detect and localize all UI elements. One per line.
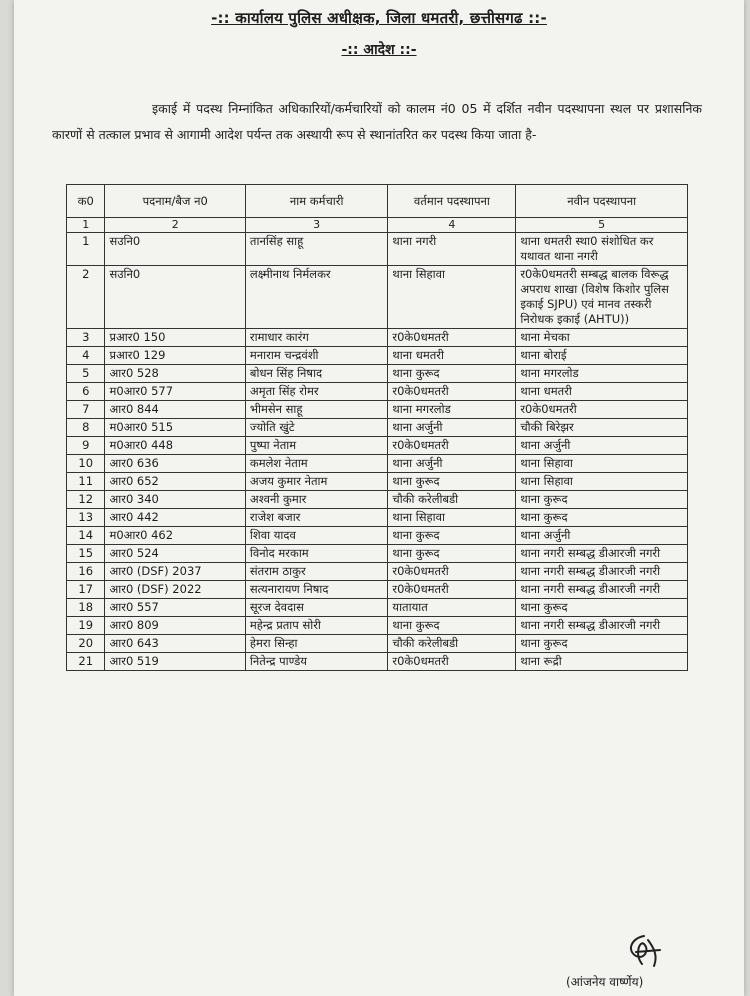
table-row [67, 329, 688, 347]
row-current-posting: यातायात [388, 599, 516, 617]
row-employee-name: तानसिंह साहू [245, 233, 388, 266]
row-new-posting: र0के0धमतरी [516, 401, 688, 419]
row-rank: प्रआर0 129 [105, 347, 245, 365]
row-rank: प्रआर0 150 [105, 329, 245, 347]
header-name: नाम कर्मचारी [245, 185, 388, 218]
row-employee-name: शिवा यादव [245, 527, 388, 545]
row-employee-name: सत्यनारायण निषाद [245, 581, 388, 599]
row-rank: आर0 528 [105, 365, 245, 383]
table-row [67, 509, 688, 527]
row-rank: आर0 652 [105, 473, 245, 491]
row-current-posting: थाना कुरूद [388, 365, 516, 383]
table-row [67, 617, 688, 635]
row-current-posting: थाना सिहावा [388, 266, 516, 329]
column-number: 1 [67, 218, 105, 233]
row-current-posting: र0के0धमतरी [388, 581, 516, 599]
row-employee-name: बोधन सिंह निषाद [245, 365, 388, 383]
signature-mark [614, 930, 674, 970]
row-rank: आर0 (DSF) 2037 [105, 563, 245, 581]
row-new-posting: थाना नगरी सम्बद्ध डीआरजी नगरी [516, 581, 688, 599]
row-employee-name: महेन्द्र प्रताप सोरी [245, 617, 388, 635]
column-number-row [67, 218, 688, 233]
row-new-posting: चौकी बिरेझर [516, 419, 688, 437]
order-document [14, 0, 744, 996]
row-current-posting: थाना अर्जुनी [388, 419, 516, 437]
intro-paragraph: इकाई में पदस्थ निम्नांकित अधिकारियों/कर्मचारियों को कालम नं0 05 में दर्शित नवीन पदस्थापना स्थल पर प्रशासनिक कारणों से तत्काल प्रभाव से आगामी आदेश पर्यन्त तक अस्थायी रूप से स्थानांतरित कर पदस्थ किया जाता है- [52, 101, 702, 142]
row-serial: 12 [67, 491, 105, 509]
table-row [67, 455, 688, 473]
column-number: 2 [105, 218, 245, 233]
row-new-posting: थाना नगरी सम्बद्ध डीआरजी नगरी [516, 563, 688, 581]
row-rank: सउनि0 [105, 266, 245, 329]
row-new-posting: थाना मेचका [516, 329, 688, 347]
header-serial: क0 [67, 185, 105, 218]
table-row [67, 233, 688, 266]
row-rank: आर0 557 [105, 599, 245, 617]
table-body [67, 233, 688, 671]
row-serial: 5 [67, 365, 105, 383]
header-new-posting: नवीन पदस्थापना [516, 185, 688, 218]
row-new-posting: थाना रूद्री [516, 653, 688, 671]
table-row [67, 581, 688, 599]
row-new-posting: थाना मगरलोड [516, 365, 688, 383]
row-new-posting: थाना कुरूद [516, 491, 688, 509]
row-current-posting: थाना मगरलोड [388, 401, 516, 419]
transfer-table [66, 184, 688, 671]
row-current-posting: चौकी करेलीबडी [388, 635, 516, 653]
row-employee-name: हेमरा सिन्हा [245, 635, 388, 653]
row-rank: आर0 809 [105, 617, 245, 635]
row-rank: आर0 340 [105, 491, 245, 509]
row-current-posting: र0के0धमतरी [388, 437, 516, 455]
row-current-posting: र0के0धमतरी [388, 383, 516, 401]
table-row [67, 365, 688, 383]
row-serial: 13 [67, 509, 105, 527]
table-row [67, 473, 688, 491]
row-employee-name: भीमसेन साहू [245, 401, 388, 419]
row-current-posting: थाना नगरी [388, 233, 516, 266]
table-header-row [67, 185, 688, 218]
row-serial: 21 [67, 653, 105, 671]
row-new-posting: थाना नगरी सम्बद्ध डीआरजी नगरी [516, 545, 688, 563]
row-employee-name: पुष्पा नेताम [245, 437, 388, 455]
row-current-posting: र0के0धमतरी [388, 329, 516, 347]
row-rank: आर0 643 [105, 635, 245, 653]
table-row [67, 419, 688, 437]
row-employee-name: अजय कुमार नेताम [245, 473, 388, 491]
row-serial: 16 [67, 563, 105, 581]
row-serial: 3 [67, 329, 105, 347]
header-rank: पदनाम/बैज न0 [105, 185, 245, 218]
row-employee-name: सूरज देवदास [245, 599, 388, 617]
row-current-posting: थाना कुरूद [388, 617, 516, 635]
row-new-posting: थाना अर्जुनी [516, 437, 688, 455]
table-row [67, 347, 688, 365]
row-serial: 15 [67, 545, 105, 563]
row-employee-name: विनोद मरकाम [245, 545, 388, 563]
row-serial: 20 [67, 635, 105, 653]
row-current-posting: थाना कुरूद [388, 473, 516, 491]
column-number: 3 [245, 218, 388, 233]
row-rank: सउनि0 [105, 233, 245, 266]
row-employee-name: लक्ष्मीनाथ निर्मलकर [245, 266, 388, 329]
row-employee-name: अमृता सिंह रोमर [245, 383, 388, 401]
order-title: -:: आदेश ::- [341, 42, 417, 58]
table-row [67, 266, 688, 329]
row-serial: 14 [67, 527, 105, 545]
row-serial: 10 [67, 455, 105, 473]
row-rank: म0आर0 577 [105, 383, 245, 401]
table-row [67, 401, 688, 419]
row-current-posting: चौकी करेलीबडी [388, 491, 516, 509]
row-new-posting: थाना नगरी सम्बद्ध डीआरजी नगरी [516, 617, 688, 635]
row-serial: 2 [67, 266, 105, 329]
row-current-posting: थाना कुरूद [388, 527, 516, 545]
table-row [67, 563, 688, 581]
row-employee-name: ज्योति खुंटे [245, 419, 388, 437]
row-new-posting: थाना कुरूद [516, 509, 688, 527]
signer-name: (आंजनेय वार्ष्णेय) [566, 975, 644, 989]
row-employee-name: कमलेश नेताम [245, 455, 388, 473]
table-row [67, 383, 688, 401]
row-new-posting: थाना अर्जुनी [516, 527, 688, 545]
column-number: 4 [388, 218, 516, 233]
row-employee-name: अश्वनी कुमार [245, 491, 388, 509]
row-rank: आर0 442 [105, 509, 245, 527]
row-current-posting: र0के0धमतरी [388, 563, 516, 581]
row-new-posting: थाना बोराई [516, 347, 688, 365]
row-rank: आर0 636 [105, 455, 245, 473]
row-new-posting: र0के0धमतरी सम्बद्ध बालक विरूद्ध अपराध शाखा (विशेष किशोर पुलिस इकाई SJPU) एवं मानव तस्करी निरोधक इकाई (AHTU)) [516, 266, 688, 329]
header-current-posting: वर्तमान पदस्थापना [388, 185, 516, 218]
table-row [67, 491, 688, 509]
row-employee-name: नितेन्द्र पाण्डेय [245, 653, 388, 671]
row-rank: म0आर0 448 [105, 437, 245, 455]
row-serial: 1 [67, 233, 105, 266]
row-current-posting: थाना सिहावा [388, 509, 516, 527]
row-serial: 4 [67, 347, 105, 365]
row-serial: 9 [67, 437, 105, 455]
row-rank: आर0 519 [105, 653, 245, 671]
row-current-posting: थाना धमतरी [388, 347, 516, 365]
table-row [67, 527, 688, 545]
row-employee-name: मनाराम चन्द्रवंशी [245, 347, 388, 365]
row-rank: म0आर0 515 [105, 419, 245, 437]
row-new-posting: थाना कुरूद [516, 599, 688, 617]
column-number: 5 [516, 218, 688, 233]
table-row [67, 599, 688, 617]
row-rank: आर0 524 [105, 545, 245, 563]
row-employee-name: रामाधार कारंग [245, 329, 388, 347]
row-current-posting: थाना कुरूद [388, 545, 516, 563]
row-serial: 11 [67, 473, 105, 491]
table-row [67, 437, 688, 455]
row-new-posting: थाना सिहावा [516, 455, 688, 473]
row-serial: 8 [67, 419, 105, 437]
office-title: -:: कार्यालय पुलिस अधीक्षक, जिला धमतरी, छत्तीसगढ ::- [211, 9, 547, 27]
row-serial: 17 [67, 581, 105, 599]
row-rank: म0आर0 462 [105, 527, 245, 545]
row-serial: 7 [67, 401, 105, 419]
row-current-posting: र0के0धमतरी [388, 653, 516, 671]
row-serial: 19 [67, 617, 105, 635]
row-new-posting: थाना धमतरी [516, 383, 688, 401]
row-employee-name: संतराम ठाकुर [245, 563, 388, 581]
row-rank: आर0 844 [105, 401, 245, 419]
row-new-posting: थाना सिहावा [516, 473, 688, 491]
row-rank: आर0 (DSF) 2022 [105, 581, 245, 599]
row-employee-name: राजेश बजार [245, 509, 388, 527]
row-serial: 18 [67, 599, 105, 617]
row-current-posting: थाना अर्जुनी [388, 455, 516, 473]
table-row [67, 545, 688, 563]
table-row [67, 653, 688, 671]
row-new-posting: थाना धमतरी स्था0 संशोधित कर यथावत थाना नगरी [516, 233, 688, 266]
row-serial: 6 [67, 383, 105, 401]
table-row [67, 635, 688, 653]
row-new-posting: थाना कुरूद [516, 635, 688, 653]
